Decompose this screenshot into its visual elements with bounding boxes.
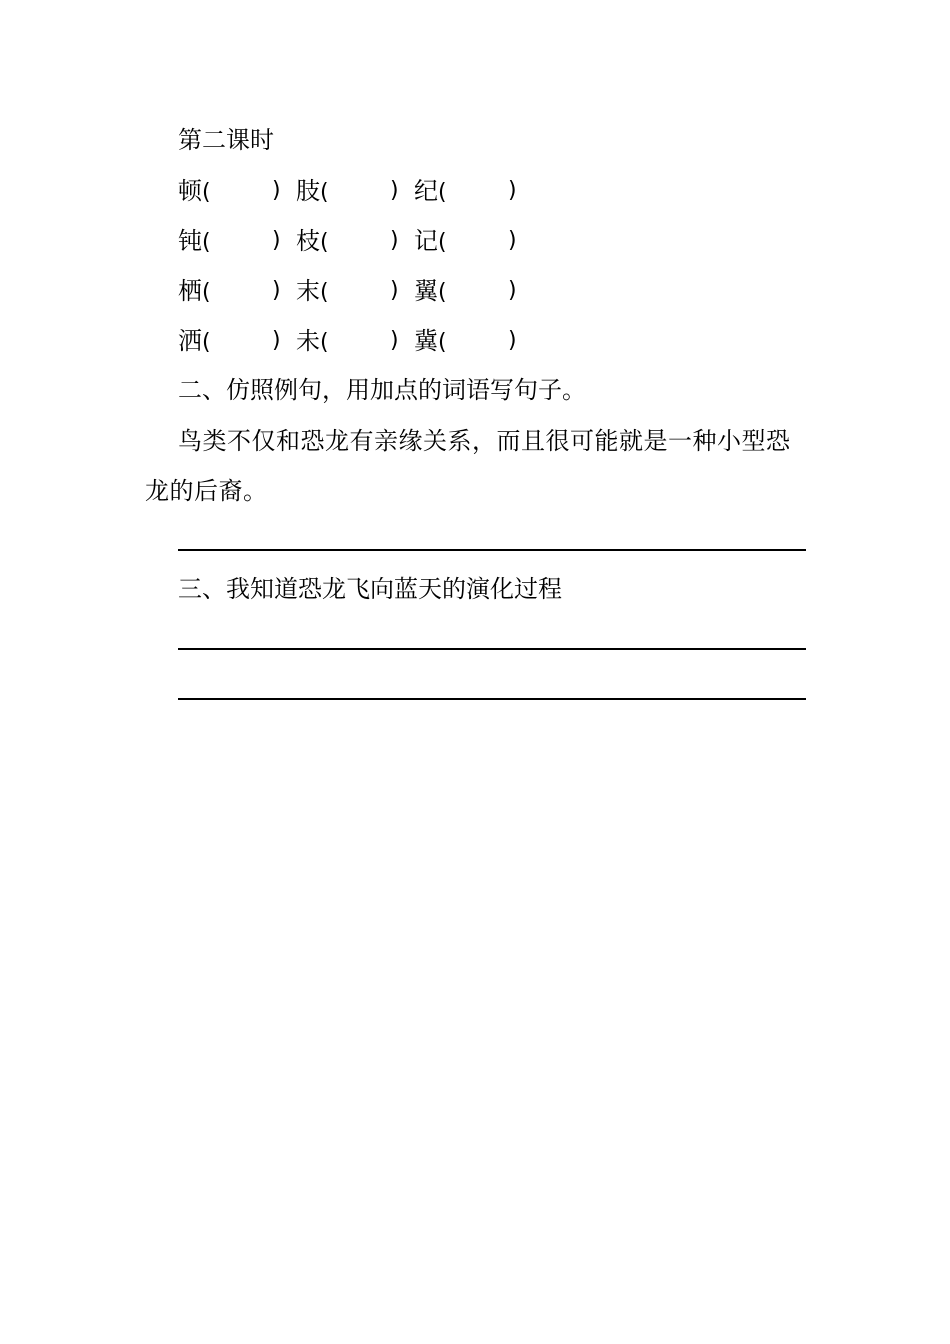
- paren-close: ): [508, 328, 517, 353]
- char: 栖: [178, 277, 202, 305]
- char-cell: [414, 176, 517, 208]
- paren-close: ): [272, 328, 281, 353]
- paren-open: (: [438, 330, 447, 355]
- answer-line[interactable]: [178, 698, 806, 700]
- section-2-heading: 二、仿照例句，用加点的词语写句子。: [178, 376, 586, 404]
- char: 纪: [414, 177, 438, 205]
- char-row-1: [178, 176, 538, 206]
- example-sentence: 鸟类不仅和恐龙有亲缘关系，而且很可能就是一种小型恐龙的后裔。: [145, 427, 791, 505]
- char-row-3: [178, 276, 538, 306]
- paren-open: (: [202, 280, 211, 305]
- char-cell: [296, 176, 399, 208]
- paren-close: ): [390, 178, 399, 203]
- paren-open: (: [320, 180, 329, 205]
- char: 洒: [178, 327, 202, 355]
- paren-close: ): [508, 178, 517, 203]
- char-cell: [296, 276, 399, 308]
- paren-open: (: [320, 330, 329, 355]
- char-cell: [414, 276, 517, 308]
- char-row-4: [178, 326, 538, 356]
- paren-close: ): [390, 328, 399, 353]
- char: 顿: [178, 177, 202, 205]
- paren-close: ): [390, 278, 399, 303]
- paren-open: (: [438, 180, 447, 205]
- paren-open: (: [202, 330, 211, 355]
- char: 记: [414, 227, 438, 255]
- char-cell: [296, 226, 399, 258]
- answer-line[interactable]: [178, 648, 806, 650]
- paren-close: ): [272, 278, 281, 303]
- char: 翼: [414, 277, 438, 305]
- paren-open: (: [438, 230, 447, 255]
- char: 末: [296, 277, 320, 305]
- paren-open: (: [320, 280, 329, 305]
- section-3-heading: 三、我知道恐龙飞向蓝天的演化过程: [178, 575, 562, 603]
- paren-open: (: [438, 280, 447, 305]
- char-cell: [178, 226, 281, 258]
- char: 钝: [178, 227, 202, 255]
- paren-close: ): [272, 178, 281, 203]
- char-cell: [414, 226, 517, 258]
- char-cell: [178, 326, 281, 358]
- char: 冀: [414, 327, 438, 355]
- char: 未: [296, 327, 320, 355]
- char: 枝: [296, 227, 320, 255]
- char-cell: [178, 276, 281, 308]
- char-cell: [296, 326, 399, 358]
- paren-open: (: [320, 230, 329, 255]
- char-cell: [178, 176, 281, 208]
- paren-close: ): [508, 278, 517, 303]
- paren-close: ): [508, 228, 517, 253]
- paren-close: ): [390, 228, 399, 253]
- char-cell: [414, 326, 517, 358]
- char: 肢: [296, 177, 320, 205]
- paren-close: ): [272, 228, 281, 253]
- char-row-2: [178, 226, 538, 256]
- lesson-title: 第二课时: [178, 126, 274, 154]
- paren-open: (: [202, 180, 211, 205]
- answer-line[interactable]: [178, 549, 806, 551]
- paren-open: (: [202, 230, 211, 255]
